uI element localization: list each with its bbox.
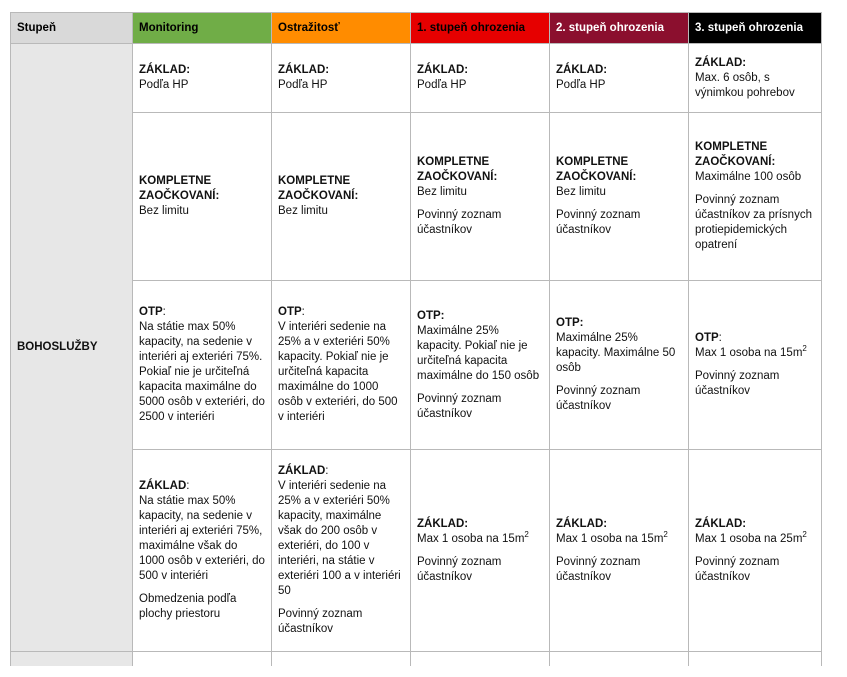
cell-heading: OTP: — [556, 317, 584, 329]
cell-heading: OTP — [139, 306, 163, 318]
cell-r4-s1 — [411, 450, 550, 652]
cell-text: Bez limitu — [556, 186, 606, 198]
cell-note: Povinný zoznam účastníkov — [417, 392, 502, 420]
cell-heading: ZÁKLAD: — [139, 64, 191, 76]
cell-r4-monitoring — [133, 450, 272, 652]
cell-colon: : — [301, 306, 305, 318]
cell-text: Bez limitu — [139, 205, 189, 217]
cell-r3-s1 — [411, 281, 550, 450]
table-row-partial — [11, 652, 822, 667]
cell-text: Max 1 osoba na 15m — [417, 532, 525, 545]
cell-r1-s3 — [689, 44, 822, 113]
cell-heading: ZÁKLAD: — [695, 517, 747, 530]
cell-text: Maximálne 25% kapacity. Pokiaľ nie je určiteľná kapacita maximálne do 150 osôb — [417, 324, 540, 382]
cell-partial-label — [11, 652, 133, 667]
cell-note: Povinný zoznam účastníkov — [556, 209, 641, 236]
header-stupen-1: 1. stupeň ohrozenia — [411, 13, 550, 44]
measures-table — [10, 12, 822, 666]
cell-partial — [689, 652, 822, 667]
cell-r3-ostrazitost — [272, 281, 411, 450]
cell-heading: ZÁKLAD — [139, 480, 187, 492]
cell-colon: : — [325, 465, 329, 477]
header-ostrazitost: Ostražitosť — [272, 13, 411, 44]
cell-r1-s1 — [411, 44, 550, 113]
cell-text: Max. 6 osôb, s výnimkou pohrebov — [695, 71, 795, 99]
cell-heading: ZÁKLAD: — [556, 64, 608, 76]
cell-r3-monitoring — [133, 281, 272, 450]
cell-text: Na státie max 50% kapacity, na sedenie v interiéri aj exteriéri 75%, maximálne však do 1000 osôb v exteriéri, do 500 v interiéri — [139, 495, 265, 582]
cell-r1-monitoring — [133, 44, 272, 113]
cell-heading: KOMPLETNE ZAOČKOVANÍ: — [278, 175, 359, 202]
cell-text: Podľa HP — [278, 79, 328, 91]
cell-note: Povinný zoznam účastníkov za prísnych protiepidemických opatrení — [695, 194, 812, 251]
cell-superscript: 2 — [802, 344, 807, 354]
cell-heading: ZÁKLAD: — [556, 517, 608, 530]
cell-r2-s2 — [550, 113, 689, 281]
cell-text: V interiéri sedenie na 25% a v exteriéri 50% kapacity, maximálne však do 200 osôb v exteriéri, do 100 v interiéri, na státie v exteriéri 100 a v interiéri 50 — [278, 480, 401, 597]
cell-note: Povinný zoznam účastníkov — [695, 370, 780, 397]
table-row — [11, 44, 822, 113]
cell-heading: OTP: — [417, 309, 445, 322]
cell-text: Podľa HP — [417, 79, 467, 91]
cell-text: Podľa HP — [556, 79, 606, 91]
cell-heading: ZÁKLAD: — [695, 56, 747, 69]
cell-heading: KOMPLETNE ZAOČKOVANÍ: — [695, 141, 776, 168]
cell-heading: ZÁKLAD: — [417, 64, 469, 76]
header-monitoring: Monitoring — [133, 13, 272, 44]
cell-note: Povinný zoznam účastníkov — [695, 555, 780, 583]
cell-r3-s3 — [689, 281, 822, 450]
cell-text: Max 1 osoba na 15m — [695, 347, 803, 359]
header-row — [11, 13, 822, 44]
cell-superscript: 2 — [663, 529, 668, 539]
header-stupen: Stupeň — [11, 13, 133, 44]
header-stupen-2: 2. stupeň ohrozenia — [550, 13, 689, 44]
cell-heading: KOMPLETNE ZAOČKOVANÍ: — [417, 156, 498, 183]
cell-heading: ZÁKLAD: — [278, 64, 330, 76]
cell-text: Na státie max 50% kapacity, na sedenie v interiéri aj exteriéri 75%. Pokiaľ nie je určiteľná kapacita maximálne do 5000 osôb v exteriéri, do 2500 v interiéri — [139, 321, 265, 423]
cell-note: Povinný zoznam účastníkov — [278, 608, 363, 635]
cell-r1-ostrazitost — [272, 44, 411, 113]
cell-text: Podľa HP — [139, 79, 189, 91]
cell-partial — [550, 652, 689, 667]
cell-text: Bez limitu — [278, 205, 328, 217]
cell-r2-s1 — [411, 113, 550, 281]
cell-text: Maximálne 25% kapacity. Maximálne 50 osôb — [556, 332, 676, 374]
cell-r3-s2 — [550, 281, 689, 450]
cell-r1-s2 — [550, 44, 689, 113]
cell-superscript: 2 — [802, 529, 807, 539]
cell-partial — [411, 652, 550, 667]
header-stupen-3: 3. stupeň ohrozenia — [689, 13, 822, 44]
cell-heading: ZÁKLAD: — [417, 517, 469, 530]
cell-partial — [272, 652, 411, 667]
table-row — [11, 281, 822, 450]
cell-r4-s2 — [550, 450, 689, 652]
cell-partial — [133, 652, 272, 667]
cell-heading: OTP — [695, 332, 719, 344]
cell-colon: : — [718, 332, 722, 344]
row-label: BOHOSLUŽBY — [11, 44, 133, 652]
cell-r2-s3 — [689, 113, 822, 281]
cell-colon: : — [186, 480, 190, 492]
cell-note: Povinný zoznam účastníkov — [556, 555, 641, 583]
cell-superscript: 2 — [524, 529, 529, 539]
cell-text: Max 1 osoba na 25m — [695, 532, 803, 545]
table-row — [11, 450, 822, 652]
cell-note: Povinný zoznam účastníkov — [556, 385, 641, 412]
cell-r4-ostrazitost — [272, 450, 411, 652]
cell-heading: KOMPLETNE ZAOČKOVANÍ: — [139, 175, 220, 202]
cell-r4-s3 — [689, 450, 822, 652]
cell-text: Bez limitu — [417, 186, 467, 198]
cell-r2-ostrazitost — [272, 113, 411, 281]
cell-text: Maximálne 100 osôb — [695, 171, 802, 183]
cell-heading: KOMPLETNE ZAOČKOVANÍ: — [556, 156, 637, 183]
cell-note: Povinný zoznam účastníkov — [417, 555, 502, 583]
cell-text: V interiéri sedenie na 25% a v exteriéri 50% kapacity. Pokiaľ nie je určiteľná kapacita maximálne do 1000 osôb v exteriéri, do 500 v interiéri — [278, 321, 398, 423]
cell-note: Obmedzenia podľa plochy priestoru — [139, 593, 237, 620]
cell-heading: OTP — [278, 306, 302, 318]
cell-text: Max 1 osoba na 15m — [556, 532, 664, 545]
cell-colon: : — [162, 306, 166, 318]
cell-note: Povinný zoznam účastníkov — [417, 209, 502, 236]
table-row — [11, 113, 822, 281]
cell-r2-monitoring — [133, 113, 272, 281]
cell-heading: ZÁKLAD — [278, 465, 326, 477]
